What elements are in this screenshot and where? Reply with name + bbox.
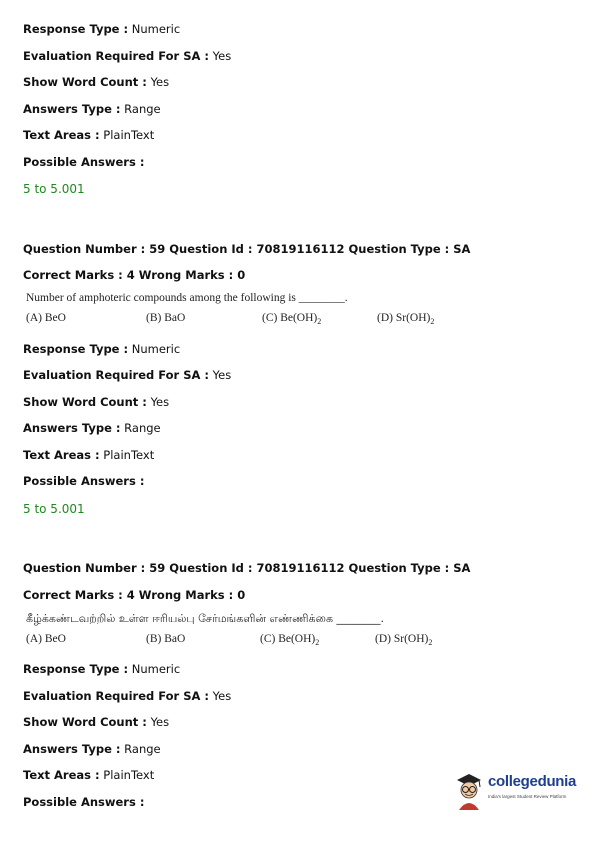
marks-row: Correct Marks : 4 Wrong Marks : 0 [23, 268, 246, 282]
mascot-icon [452, 770, 486, 812]
option-a: (A) BeO [26, 312, 66, 324]
possible-answers-label: Possible Answers : [23, 155, 145, 169]
option-d: (D) $Sr(OH)_2$ [377, 312, 435, 326]
word-count-row: Show Word Count : Yes [23, 75, 170, 89]
question-text: Number of amphoteric compounds among the following is ________. [26, 292, 348, 304]
answers-type-row: Answers Type : Range [23, 742, 161, 756]
logo-wordmark: collegedunia [488, 773, 577, 790]
evaluation-row: Evaluation Required For SA : Yes [23, 49, 232, 63]
evaluation-row: Evaluation Required For SA : Yes [23, 368, 232, 382]
collegedunia-logo [452, 770, 582, 812]
text-areas-row: Text Areas : PlainText [23, 768, 155, 782]
question-header: Question Number : 59 Question Id : 70819116112 Question Type : SA [23, 242, 471, 256]
response-type-row: Response Type : Numeric [23, 662, 181, 676]
logo-tagline: India's largest Student Review Platform [488, 794, 567, 799]
text-areas-row: Text Areas : PlainText [23, 128, 155, 142]
response-type-row: Response Type : Numeric [23, 22, 181, 36]
word-count-row: Show Word Count : Yes [23, 395, 170, 409]
possible-answers-label: Possible Answers : [23, 474, 145, 488]
option-b: (B) BaO [146, 633, 186, 645]
word-count-row: Show Word Count : Yes [23, 715, 170, 729]
answers-type-row: Answers Type : Range [23, 102, 161, 116]
option-a: (A) BeO [26, 633, 66, 645]
option-c: (C) $Be(OH)_2$ [262, 312, 322, 326]
option-b: (B) BaO [146, 312, 186, 324]
possible-answer-value: 5 to 5.001 [23, 182, 85, 196]
option-d: (D) $Sr(OH)_2$ [375, 633, 433, 647]
response-type-row: Response Type : Numeric [23, 342, 181, 356]
question-text: கீழ்க்கண்டவற்றில் உள்ள ஈரியல்பு சேர்மங்களின் எண்ணிக்கை ________. [26, 612, 384, 625]
possible-answers-label: Possible Answers : [23, 795, 145, 809]
marks-row: Correct Marks : 4 Wrong Marks : 0 [23, 588, 246, 602]
question-header: Question Number : 59 Question Id : 70819116112 Question Type : SA [23, 561, 471, 575]
evaluation-row: Evaluation Required For SA : Yes [23, 689, 232, 703]
possible-answer-value: 5 to 5.001 [23, 502, 85, 516]
text-areas-row: Text Areas : PlainText [23, 448, 155, 462]
option-c: (C) $Be(OH)_2$ [260, 633, 320, 647]
answers-type-row: Answers Type : Range [23, 421, 161, 435]
